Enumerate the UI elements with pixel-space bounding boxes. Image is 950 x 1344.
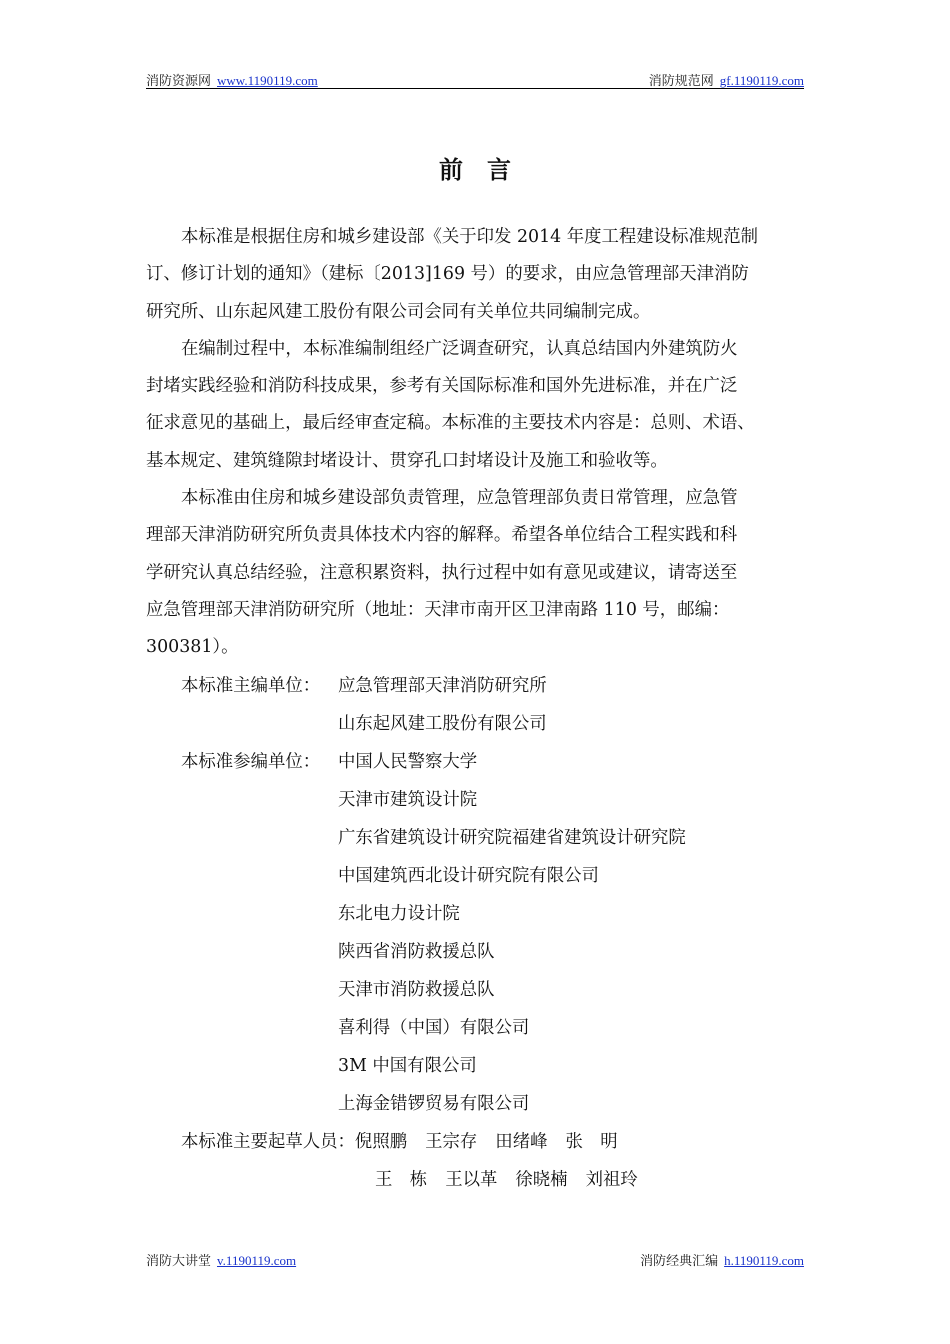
unit-name: 东北电力设计院 <box>338 903 460 924</box>
unit-name: 喜利得（中国）有限公司 <box>338 1017 530 1038</box>
unit-name: 天津市消防救援总队 <box>338 979 495 1000</box>
unit-name: 广东省建筑设计研究院福建省建筑设计研究院 <box>338 827 686 848</box>
unit-row <box>146 933 812 971</box>
unit-name: 陕西省消防救援总队 <box>338 941 495 962</box>
unit-name: 天津市建筑设计院 <box>338 789 478 810</box>
paragraph-line: 本标准由住房和城乡建设部负责管理，应急管理部负责日常管理，应急管 <box>181 488 738 509</box>
paragraph-line: 300381）。 <box>146 637 239 658</box>
chief-units-list <box>146 667 812 743</box>
participating-units-label: 本标准参编单位： <box>181 751 321 772</box>
drafters-label: 本标准主要起草人员： <box>181 1131 355 1152</box>
unit-row <box>146 971 812 1009</box>
header-right-label: 消防规范网 <box>648 73 714 88</box>
header-left-label: 消防资源网 <box>146 73 212 88</box>
unit-row <box>146 1047 812 1085</box>
unit-name: 山东起风建工股份有限公司 <box>338 713 547 734</box>
unit-row <box>146 819 812 857</box>
page-title: 前言 <box>439 155 535 184</box>
drafters-row-2 <box>375 1161 638 1199</box>
participating-units-list <box>146 743 812 1123</box>
footer-left-label: 消防大讲堂 <box>146 1253 212 1268</box>
unit-name: 中国建筑西北设计研究院有限公司 <box>338 865 599 886</box>
paragraph-line: 征求意见的基础上，最后经审查定稿。本标准的主要技术内容是：总则、术语、 <box>146 413 755 434</box>
drafter-name: 王宗存 <box>425 1131 478 1152</box>
header-right-link[interactable]: gf.1190119.com <box>719 73 804 88</box>
unit-name: 中国人民警察大学 <box>338 751 478 772</box>
unit-row <box>146 781 812 819</box>
drafter-name: 张 明 <box>565 1131 618 1152</box>
unit-name: 上海金错锣贸易有限公司 <box>338 1093 530 1114</box>
footer-left-link[interactable]: v.1190119.com <box>217 1253 297 1268</box>
unit-row <box>146 743 812 781</box>
page-header <box>146 70 804 89</box>
paragraph-line: 封堵实践经验和消防科技成果，参考有关国际标准和国外先进标准，并在广泛 <box>146 376 738 397</box>
unit-row <box>146 857 812 895</box>
paragraph-line: 应急管理部天津消防研究所（地址：天津市南开区卫津南路 110 号，邮编： <box>146 599 730 620</box>
paragraph-3 <box>146 480 812 666</box>
drafter-name: 王以革 <box>445 1169 498 1190</box>
paragraph-line: 本标准是根据住房和城乡建设部《关于印发 2014 年度工程建设标准规范制 <box>181 227 759 247</box>
unit-name: 应急管理部天津消防研究所 <box>338 675 547 696</box>
drafters-list <box>146 1123 812 1199</box>
paragraph-line: 在编制过程中，本标准编制组经广泛调查研究，认真总结国内外建筑防火 <box>181 338 738 359</box>
paragraph-1 <box>146 219 812 331</box>
footer-right-label: 消防经典汇编 <box>640 1253 719 1268</box>
drafter-name: 徐晓楠 <box>515 1169 568 1190</box>
paragraph-line: 订、修订计划的通知》（建标〔2013]169 号）的要求，由应急管理部天津消防 <box>146 264 749 285</box>
document-body <box>146 219 812 1199</box>
unit-row <box>146 1009 812 1047</box>
drafter-name: 田绪峰 <box>495 1131 548 1152</box>
unit-row <box>146 705 812 743</box>
unit-name: 3M 中国有限公司 <box>338 1055 477 1076</box>
footer-right-link[interactable]: h.1190119.com <box>724 1253 804 1268</box>
header-left-link[interactable]: www.1190119.com <box>217 73 318 88</box>
paragraph-2 <box>146 331 812 480</box>
paragraph-line: 基本规定、建筑缝隙封堵设计、贯穿孔口封堵设计及施工和验收等。 <box>146 450 668 471</box>
paragraph-line: 理部天津消防研究所负责具体技术内容的解释。希望各单位结合工程实践和科 <box>146 525 738 546</box>
drafter-name: 刘祖玲 <box>585 1169 638 1190</box>
chief-units-label: 本标准主编单位： <box>181 675 321 696</box>
unit-row <box>146 895 812 933</box>
drafters-row-1 <box>181 1123 618 1161</box>
drafter-name: 倪照鹏 <box>354 1131 408 1152</box>
paragraph-line: 研究所、山东起风建工股份有限公司会同有关单位共同编制完成。 <box>146 301 651 322</box>
paragraph-line: 学研究认真总结经验，注意积累资料，执行过程中如有意见或建议，请寄送至 <box>146 562 738 583</box>
page-footer <box>146 1250 804 1268</box>
drafter-name: 王 栋 <box>375 1169 428 1190</box>
unit-row <box>146 1085 812 1123</box>
unit-row <box>146 667 812 705</box>
